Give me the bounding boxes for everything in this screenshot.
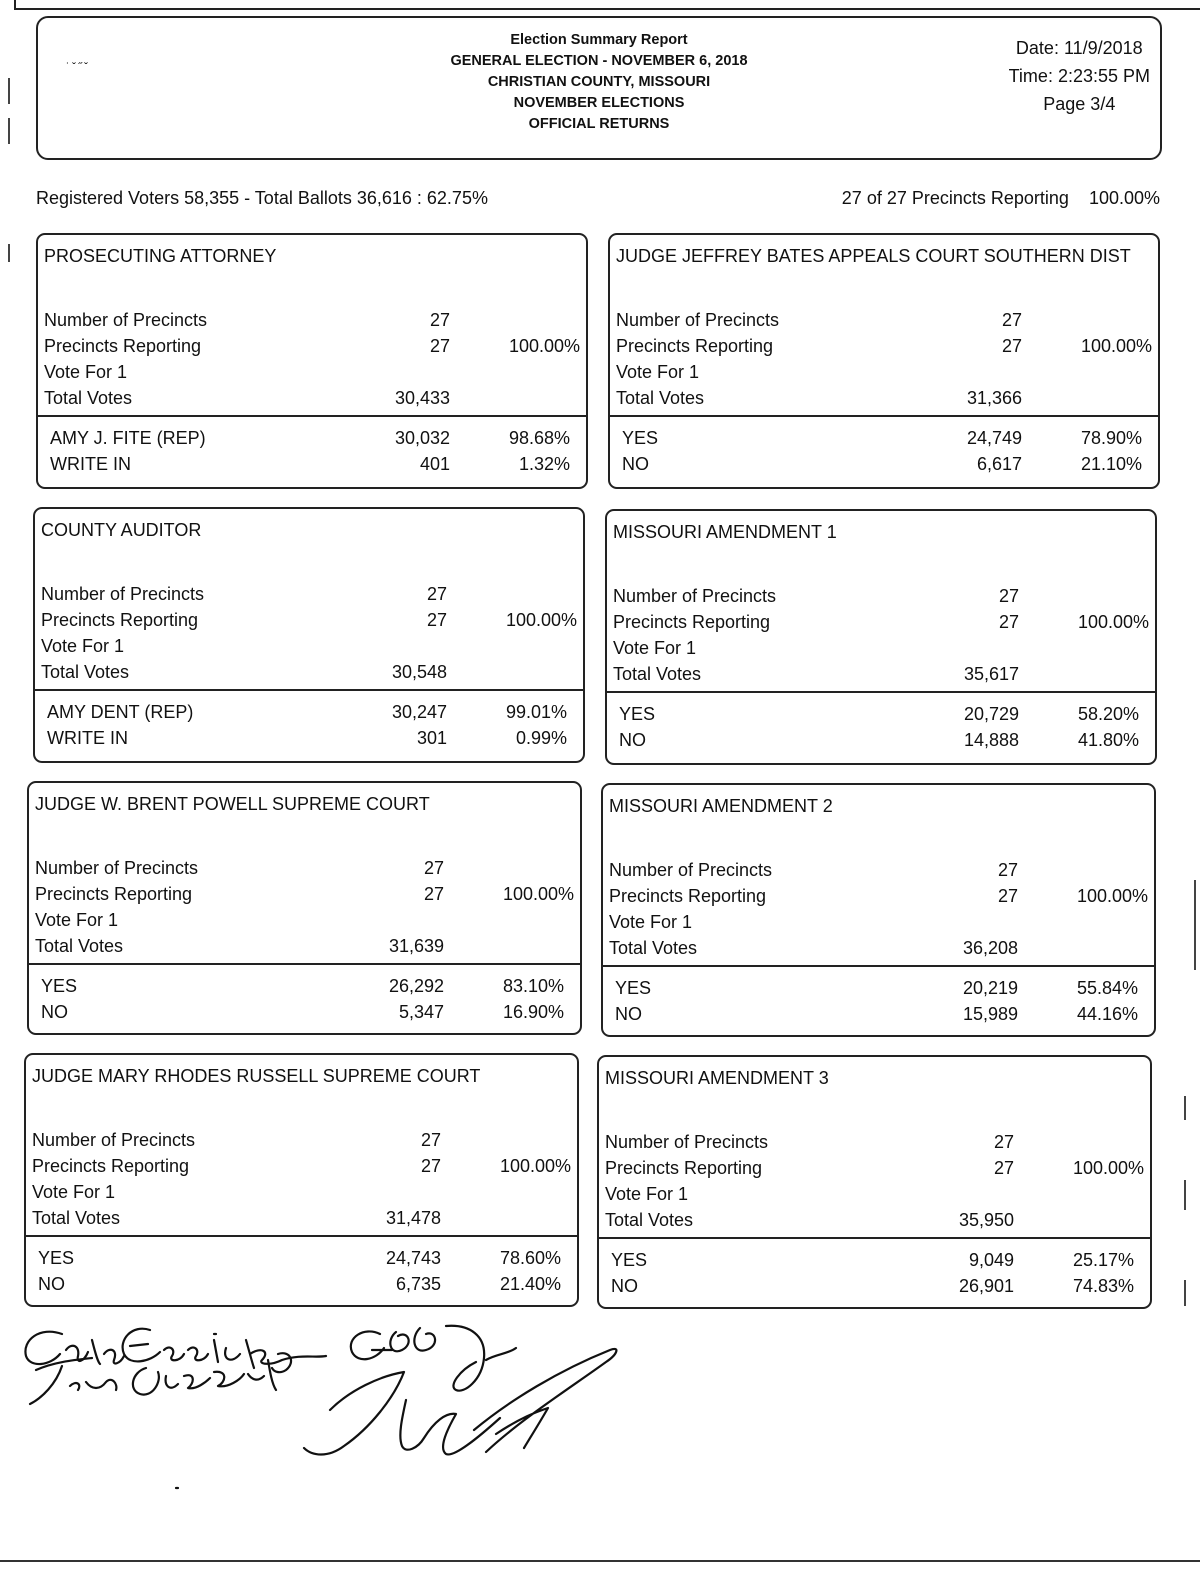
candidate-row <box>605 1273 1144 1299</box>
contest-stat-row <box>605 1155 1144 1181</box>
candidate-name: YES <box>38 1248 75 1268</box>
report-title: Election Summary Report <box>510 32 688 48</box>
candidate-percent: 0.99% <box>515 728 567 748</box>
candidate-percent: 78.60% <box>499 1248 561 1268</box>
precincts-reporting-text: 27 of 27 Precincts Reporting <box>841 188 1069 208</box>
scan-mark <box>1184 1096 1186 1120</box>
candidate-row <box>613 727 1149 753</box>
contest-stat-row <box>41 633 577 659</box>
candidate-percent: 78.90% <box>1080 428 1142 448</box>
stat-value: 30,548 <box>391 662 447 682</box>
contest-stat-row <box>35 907 574 933</box>
contest-stat-row <box>616 359 1152 385</box>
stat-value: 27 <box>1001 310 1022 330</box>
contest-box <box>33 507 585 763</box>
returns-type: OFFICIAL RETURNS <box>528 116 670 132</box>
candidate-percent: 16.90% <box>502 1002 564 1022</box>
stat-label: Total Votes <box>32 1208 121 1228</box>
report-header <box>36 16 1162 160</box>
contest-divider <box>26 1235 577 1237</box>
contest-stat-row <box>605 1207 1144 1233</box>
stat-label: Precincts Reporting <box>32 1156 190 1176</box>
stat-percent: 100.00% <box>1076 886 1148 906</box>
stat-value: 27 <box>1001 336 1022 356</box>
contest-stat-row <box>44 385 580 411</box>
page-bottom-rule <box>0 1560 1200 1562</box>
stat-label: Number of Precincts <box>35 858 199 878</box>
stat-value: 27 <box>429 336 450 356</box>
stat-label: Number of Precincts <box>613 586 777 606</box>
stat-label: Total Votes <box>35 936 124 956</box>
stat-percent: 100.00% <box>1077 612 1149 632</box>
county-name: CHRISTIAN COUNTY, MISSOURI <box>487 74 711 90</box>
candidate-name: NO <box>38 1274 65 1294</box>
candidate-name: NO <box>619 730 646 750</box>
candidate-votes: 6,735 <box>395 1274 441 1294</box>
stat-label: Number of Precincts <box>609 860 773 880</box>
candidate-votes: 24,749 <box>966 428 1022 448</box>
contest-box <box>608 233 1160 489</box>
candidate-row <box>35 973 574 999</box>
stat-value: 27 <box>998 612 1019 632</box>
contest-title: JUDGE MARY RHODES RUSSELL SUPREME COURT <box>32 1066 481 1086</box>
stat-value: 27 <box>993 1158 1014 1178</box>
candidate-votes: 401 <box>419 454 450 474</box>
candidate-votes: 26,901 <box>958 1276 1014 1296</box>
contest-title: PROSECUTING ATTORNEY <box>44 246 277 266</box>
stat-value: 31,366 <box>966 388 1022 408</box>
stat-value: 27 <box>998 586 1019 606</box>
stat-value: 27 <box>997 860 1018 880</box>
candidate-row <box>35 999 574 1025</box>
contest-stat-row <box>613 583 1149 609</box>
candidate-row <box>41 725 577 751</box>
stat-label: Number of Precincts <box>605 1132 769 1152</box>
contest-box <box>605 509 1157 765</box>
stat-value: 36,208 <box>962 938 1018 958</box>
stat-value: 35,950 <box>958 1210 1014 1230</box>
contest-stat-row <box>32 1153 571 1179</box>
signature-large-flourish <box>304 1349 616 1455</box>
candidate-row <box>609 975 1148 1001</box>
candidate-name: NO <box>615 1004 642 1024</box>
stat-label: Precincts Reporting <box>44 336 202 356</box>
candidate-name: YES <box>615 978 652 998</box>
candidate-name: YES <box>41 976 78 996</box>
candidate-name: AMY J. FITE (REP) <box>50 428 206 448</box>
stat-percent: 100.00% <box>499 1156 571 1176</box>
candidate-row <box>41 699 577 725</box>
stat-label: Precincts Reporting <box>605 1158 763 1178</box>
stat-label: Total Votes <box>41 662 130 682</box>
candidate-votes: 5,347 <box>398 1002 444 1022</box>
stat-value: 27 <box>426 610 447 630</box>
candidate-name: WRITE IN <box>50 454 131 474</box>
contest-stat-row <box>609 883 1148 909</box>
contest-stat-row <box>616 307 1152 333</box>
stat-label: Total Votes <box>605 1210 694 1230</box>
scan-mark <box>1184 1280 1186 1306</box>
contest-stat-row <box>609 935 1148 961</box>
stat-label: Vote For 1 <box>44 362 128 382</box>
contest-divider <box>38 415 586 417</box>
contest-stat-row <box>613 661 1149 687</box>
contest-title: JUDGE W. BRENT POWELL SUPREME COURT <box>35 794 430 814</box>
candidate-row <box>32 1271 571 1297</box>
contest-stat-row <box>44 333 580 359</box>
contest-stat-row <box>41 607 577 633</box>
stat-percent: 100.00% <box>1080 336 1152 356</box>
stat-percent: 100.00% <box>502 884 574 904</box>
stat-label: Vote For 1 <box>35 910 119 930</box>
header-titles <box>38 30 1160 135</box>
candidate-row <box>605 1247 1144 1273</box>
scan-mark <box>8 244 10 262</box>
stat-percent: 100.00% <box>1072 1158 1144 1178</box>
report-date: Date: 11/9/2018 <box>1015 38 1143 58</box>
contest-box <box>36 233 588 489</box>
contest-stat-row <box>35 881 574 907</box>
contest-stat-row <box>41 581 577 607</box>
candidate-percent: 83.10% <box>502 976 564 996</box>
contest-box <box>24 1053 579 1307</box>
candidate-row <box>616 425 1152 451</box>
stat-value: 31,639 <box>388 936 444 956</box>
contest-divider <box>599 1237 1150 1239</box>
contest-stat-row <box>44 307 580 333</box>
candidate-votes: 20,219 <box>962 978 1018 998</box>
stat-label: Precincts Reporting <box>609 886 767 906</box>
stat-label: Vote For 1 <box>605 1184 689 1204</box>
contest-stat-row <box>35 855 574 881</box>
stat-label: Precincts Reporting <box>613 612 771 632</box>
contest-stat-row <box>613 609 1149 635</box>
official-signatures <box>0 1310 640 1510</box>
candidate-percent: 25.17% <box>1072 1250 1134 1270</box>
candidate-percent: 99.01% <box>505 702 567 722</box>
contest-stat-row <box>616 385 1152 411</box>
contest-title: MISSOURI AMENDMENT 1 <box>613 522 837 542</box>
stat-value: 27 <box>429 310 450 330</box>
stat-label: Number of Precincts <box>32 1130 196 1150</box>
contest-divider <box>610 415 1158 417</box>
contest-stat-row <box>616 333 1152 359</box>
scan-mark <box>1184 1180 1186 1210</box>
contest-divider <box>29 963 580 965</box>
header-mark: ˙ˇ˝ˇ <box>66 60 90 74</box>
stat-label: Precincts Reporting <box>616 336 774 356</box>
contest-stat-row <box>41 659 577 685</box>
contest-title: JUDGE JEFFREY BATES APPEALS COURT SOUTHERN DIST <box>616 246 1131 266</box>
header-meta <box>1009 34 1150 118</box>
candidate-percent: 58.20% <box>1077 704 1139 724</box>
signature-carla-essick <box>25 1329 326 1368</box>
contest-stat-row <box>613 635 1149 661</box>
candidate-votes: 30,032 <box>394 428 450 448</box>
candidate-percent: 1.32% <box>518 454 570 474</box>
stat-value: 27 <box>423 858 444 878</box>
stat-label: Number of Precincts <box>44 310 208 330</box>
stat-label: Precincts Reporting <box>41 610 199 630</box>
contest-box <box>601 783 1156 1037</box>
report-time: Time: 2:23:55 PM <box>1008 66 1150 86</box>
scan-mark <box>1194 880 1196 970</box>
contest-box <box>597 1055 1152 1309</box>
candidate-votes: 20,729 <box>963 704 1019 724</box>
stat-value: 30,433 <box>394 388 450 408</box>
contest-divider <box>35 689 583 691</box>
candidate-votes: 30,247 <box>391 702 447 722</box>
contest-stat-row <box>609 857 1148 883</box>
stat-label: Vote For 1 <box>616 362 700 382</box>
stat-percent: 100.00% <box>505 610 577 630</box>
contest-title: COUNTY AUDITOR <box>41 520 202 540</box>
candidate-row <box>616 451 1152 477</box>
candidate-votes: 6,617 <box>976 454 1022 474</box>
scan-mark <box>8 118 10 144</box>
candidate-name: YES <box>619 704 656 724</box>
candidate-votes: 15,989 <box>962 1004 1018 1024</box>
candidate-percent: 21.10% <box>1080 454 1142 474</box>
contest-divider <box>603 965 1154 967</box>
candidate-votes: 9,049 <box>968 1250 1014 1270</box>
stat-value: 35,617 <box>963 664 1019 684</box>
stat-value: 27 <box>420 1130 441 1150</box>
page-number: Page 3/4 <box>1043 94 1116 114</box>
stat-label: Total Votes <box>616 388 705 408</box>
candidate-row <box>609 1001 1148 1027</box>
stat-label: Vote For 1 <box>41 636 125 656</box>
contest-title: MISSOURI AMENDMENT 2 <box>609 796 833 816</box>
stat-label: Number of Precincts <box>41 584 205 604</box>
candidate-name: WRITE IN <box>47 728 128 748</box>
candidate-name: YES <box>622 428 659 448</box>
candidate-name: YES <box>611 1250 648 1270</box>
contest-stat-row <box>605 1129 1144 1155</box>
candidate-row <box>613 701 1149 727</box>
stat-value: 27 <box>993 1132 1014 1152</box>
candidate-name: NO <box>622 454 649 474</box>
contest-stat-row <box>44 359 580 385</box>
registered-voters-summary: Registered Voters 58,355 - Total Ballots 36,616 : 62.75% <box>36 188 488 208</box>
contest-title: MISSOURI AMENDMENT 3 <box>605 1068 829 1088</box>
contest-box <box>27 781 582 1035</box>
scan-mark <box>8 78 10 104</box>
candidate-row <box>44 425 580 451</box>
candidate-row <box>32 1245 571 1271</box>
contest-stat-row <box>32 1127 571 1153</box>
candidate-votes: 14,888 <box>963 730 1019 750</box>
candidate-percent: 98.68% <box>508 428 570 448</box>
candidate-percent: 74.83% <box>1072 1276 1134 1296</box>
stat-label: Total Votes <box>609 938 698 958</box>
stat-value: 27 <box>426 584 447 604</box>
candidate-name: AMY DENT (REP) <box>47 702 194 722</box>
stat-value: 27 <box>420 1156 441 1176</box>
stat-percent: 100.00% <box>508 336 580 356</box>
contest-stat-row <box>32 1179 571 1205</box>
candidate-percent: 21.40% <box>499 1274 561 1294</box>
stat-value: 31,478 <box>385 1208 441 1228</box>
election-group: NOVEMBER ELECTIONS <box>513 95 685 111</box>
candidate-percent: 41.80% <box>1077 730 1139 750</box>
election-name: GENERAL ELECTION - NOVEMBER 6, 2018 <box>450 53 748 69</box>
candidate-name: NO <box>41 1002 68 1022</box>
stat-label: Precincts Reporting <box>35 884 193 904</box>
candidate-votes: 24,743 <box>385 1248 441 1268</box>
contest-stat-row <box>609 909 1148 935</box>
stat-label: Vote For 1 <box>32 1182 116 1202</box>
stat-label: Number of Precincts <box>616 310 780 330</box>
stat-label: Total Votes <box>44 388 133 408</box>
candidate-votes: 301 <box>416 728 447 748</box>
stat-label: Total Votes <box>613 664 702 684</box>
stat-label: Vote For 1 <box>613 638 697 658</box>
precincts-reporting-pct: 100.00% <box>1088 188 1160 208</box>
precincts-summary <box>842 188 1160 209</box>
page-border <box>14 0 1200 10</box>
candidate-name: NO <box>611 1276 638 1296</box>
contest-stat-row <box>32 1205 571 1231</box>
contest-divider <box>607 691 1155 693</box>
candidate-votes: 26,292 <box>388 976 444 996</box>
candidate-percent: 55.84% <box>1076 978 1138 998</box>
candidate-percent: 44.16% <box>1076 1004 1138 1024</box>
candidate-row <box>44 451 580 477</box>
contest-stat-row <box>605 1181 1144 1207</box>
stat-value: 27 <box>423 884 444 904</box>
contest-stat-row <box>35 933 574 959</box>
stat-label: Vote For 1 <box>609 912 693 932</box>
stat-value: 27 <box>997 886 1018 906</box>
